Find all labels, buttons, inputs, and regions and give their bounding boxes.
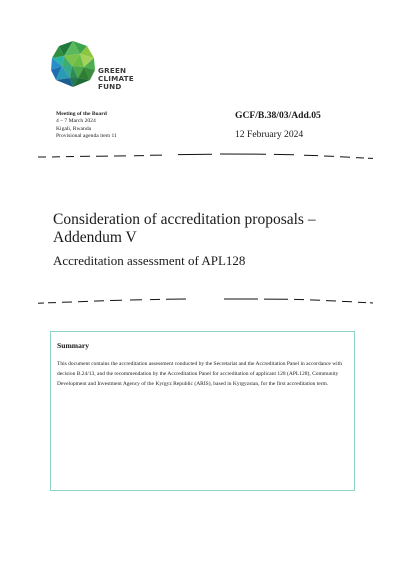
top-wavy-rule [38, 152, 373, 160]
page-title: Consideration of accreditation proposals – Addendum V [53, 211, 316, 246]
logo-line-green: GREEN [98, 66, 127, 75]
gcf-logo [50, 40, 170, 100]
meeting-title: Meeting of the Board [56, 111, 107, 117]
meeting-info [56, 111, 117, 141]
summary-box [50, 331, 355, 491]
meeting-location: Kigali, Rwanda [56, 125, 92, 132]
meeting-agenda-item: Provisional agenda item 11 [56, 133, 117, 140]
summary-text: This document contains the accreditation assessment conducted by the Secretariat and the Accreditation Panel in accordance with decision B.24/13, and the recommendation by the Accreditation Panel for accreditation of applicant 128 (APL128), Community Development and Investment Agency of the Kyrgyz Republic (ARIS), based in Kyrgyzstan, for the first accreditation term. [57, 361, 342, 387]
page-subtitle: Accreditation assessment of APL128 [53, 253, 246, 268]
globe-icon [50, 40, 96, 88]
meeting-dates: 4 – 7 March 2024 [56, 118, 96, 125]
logo-line-fund: FUND [98, 82, 122, 92]
summary-heading: Summary [57, 341, 90, 350]
logo-line-climate: CLIMATE [98, 74, 134, 84]
bottom-wavy-rule [38, 297, 373, 305]
logo-wordmark [98, 67, 134, 92]
document-reference: GCF/B.38/03/Add.05 [235, 110, 321, 121]
document-date: 12 February 2024 [235, 129, 304, 140]
